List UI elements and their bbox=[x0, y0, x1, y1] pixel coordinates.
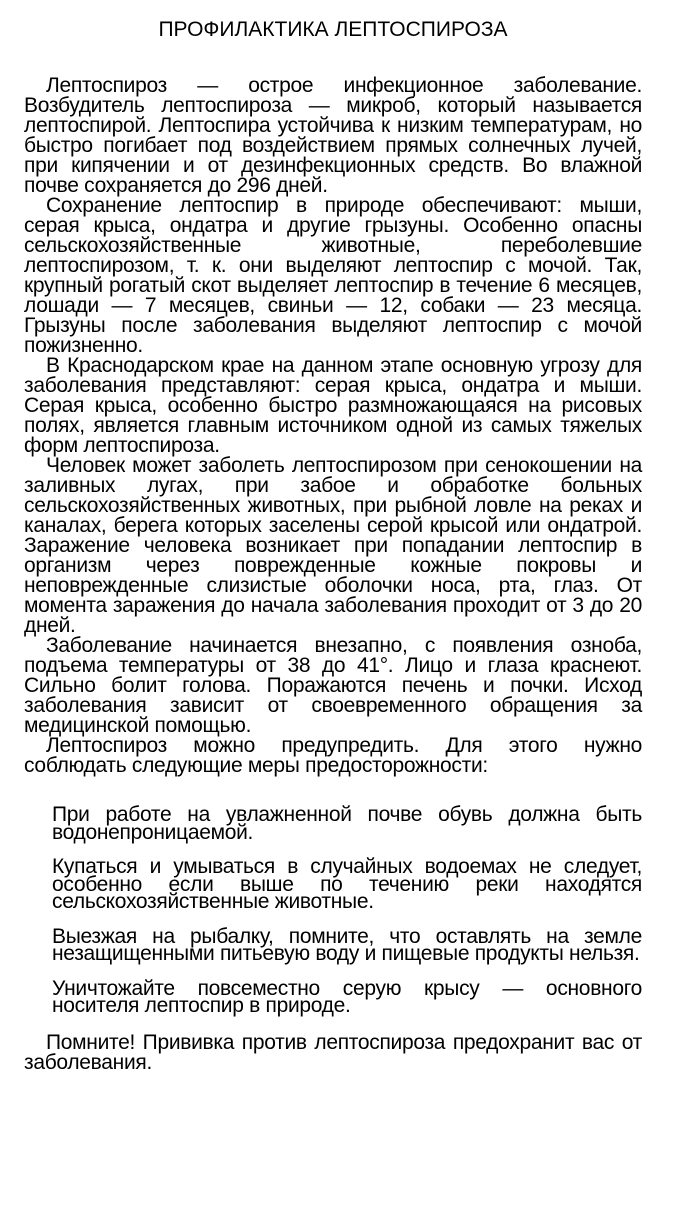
list-item: Купаться и умываться в случайных водоемах не следует, особенно если выше по течению реки находятся сельскохозяйственные животные. bbox=[52, 855, 642, 913]
paragraph-carriers: Сохранение лептоспир в природе обеспечивают: мыши, серая крыса, ондатра и другие грызуны. Особенно опасны сельскохозяйственные животные, переболевшие лептоспирозом, т. к. они выделяют лептоспир с мочой. Так, крупный рогатый скот выделяет лептоспир в течение 6 месяцев, лошади — 7 месяцев, свиньи — 12, собаки — 23 месяца. Грызуны после заболевания выделяют лептоспир с мочой пожизненно. bbox=[24, 194, 642, 357]
page-title: ПРОФИЛАКТИКА ЛЕПТОСПИРОЗА bbox=[158, 18, 508, 41]
closing-reminder: Помните! Прививка против лептоспироза предохранит вас от заболевания. bbox=[24, 1030, 642, 1074]
paragraph-prevention: Лептоспироз можно предупредить. Для этого нужно соблюдать следующие меры предосторожности: bbox=[24, 734, 642, 777]
paragraph-definition: Лептоспироз — острое инфекционное заболевание. Возбудитель лептоспироза — микроб, который называется лептоспирой. Лептоспира устойчива к низким температурам, но быстро погибает под воздействием прямых солнечных лучей, при кипячении и от дезинфекционных средств. Во влажной почве сохраняется до 296 дней. bbox=[24, 74, 642, 197]
paragraph-krasnodar: В Краснодарском крае на данном этапе основную угрозу для заболевания представляют: серая крыса, ондатра и мыши. Серая крыса, особенно быстро размножающаяся на рисовых полях, является главным источником одной из самых тяжелых форм лептоспироза. bbox=[24, 354, 642, 457]
list-item: Уничтожайте повсеместно серую крысу — основного носителя лептоспир в природе. bbox=[52, 976, 642, 1017]
leaflet bbox=[24, 18, 642, 1073]
prevention-measures-list bbox=[24, 803, 642, 1017]
list-item: Выезжая на рыбалку, помните, что оставлять на земле незащищенными питьевую воду и пищевые продукты нельзя. bbox=[52, 924, 642, 965]
paragraph-symptoms: Заболевание начинается внезапно, с появления озноба, подъема температуры от 38 до 41°. Лицо и глаза краснеют. Сильно болит голова. Поражаются печень и почки. Исход заболевания зависит от своевременного обращения за медицинской помощью. bbox=[24, 634, 642, 737]
paragraph-infection: Человек может заболеть лептоспирозом при сенокошении на заливных лугах, при забое и обработке больных сельскохозяйственных животных, при рыбной ловле на реках и каналах, берега которых заселены серой крысой или ондатрой. Заражение человека возникает при попадании лептоспир в организм через поврежденные кожные покровы и неповрежденные слизистые оболочки носа, рта, глаз. От момента заражения до начала заболевания проходит от 3 до 20 дней. bbox=[24, 454, 642, 637]
list-item: При работе на увлажненной почве обувь должна быть водонепроницаемой. bbox=[52, 803, 642, 844]
